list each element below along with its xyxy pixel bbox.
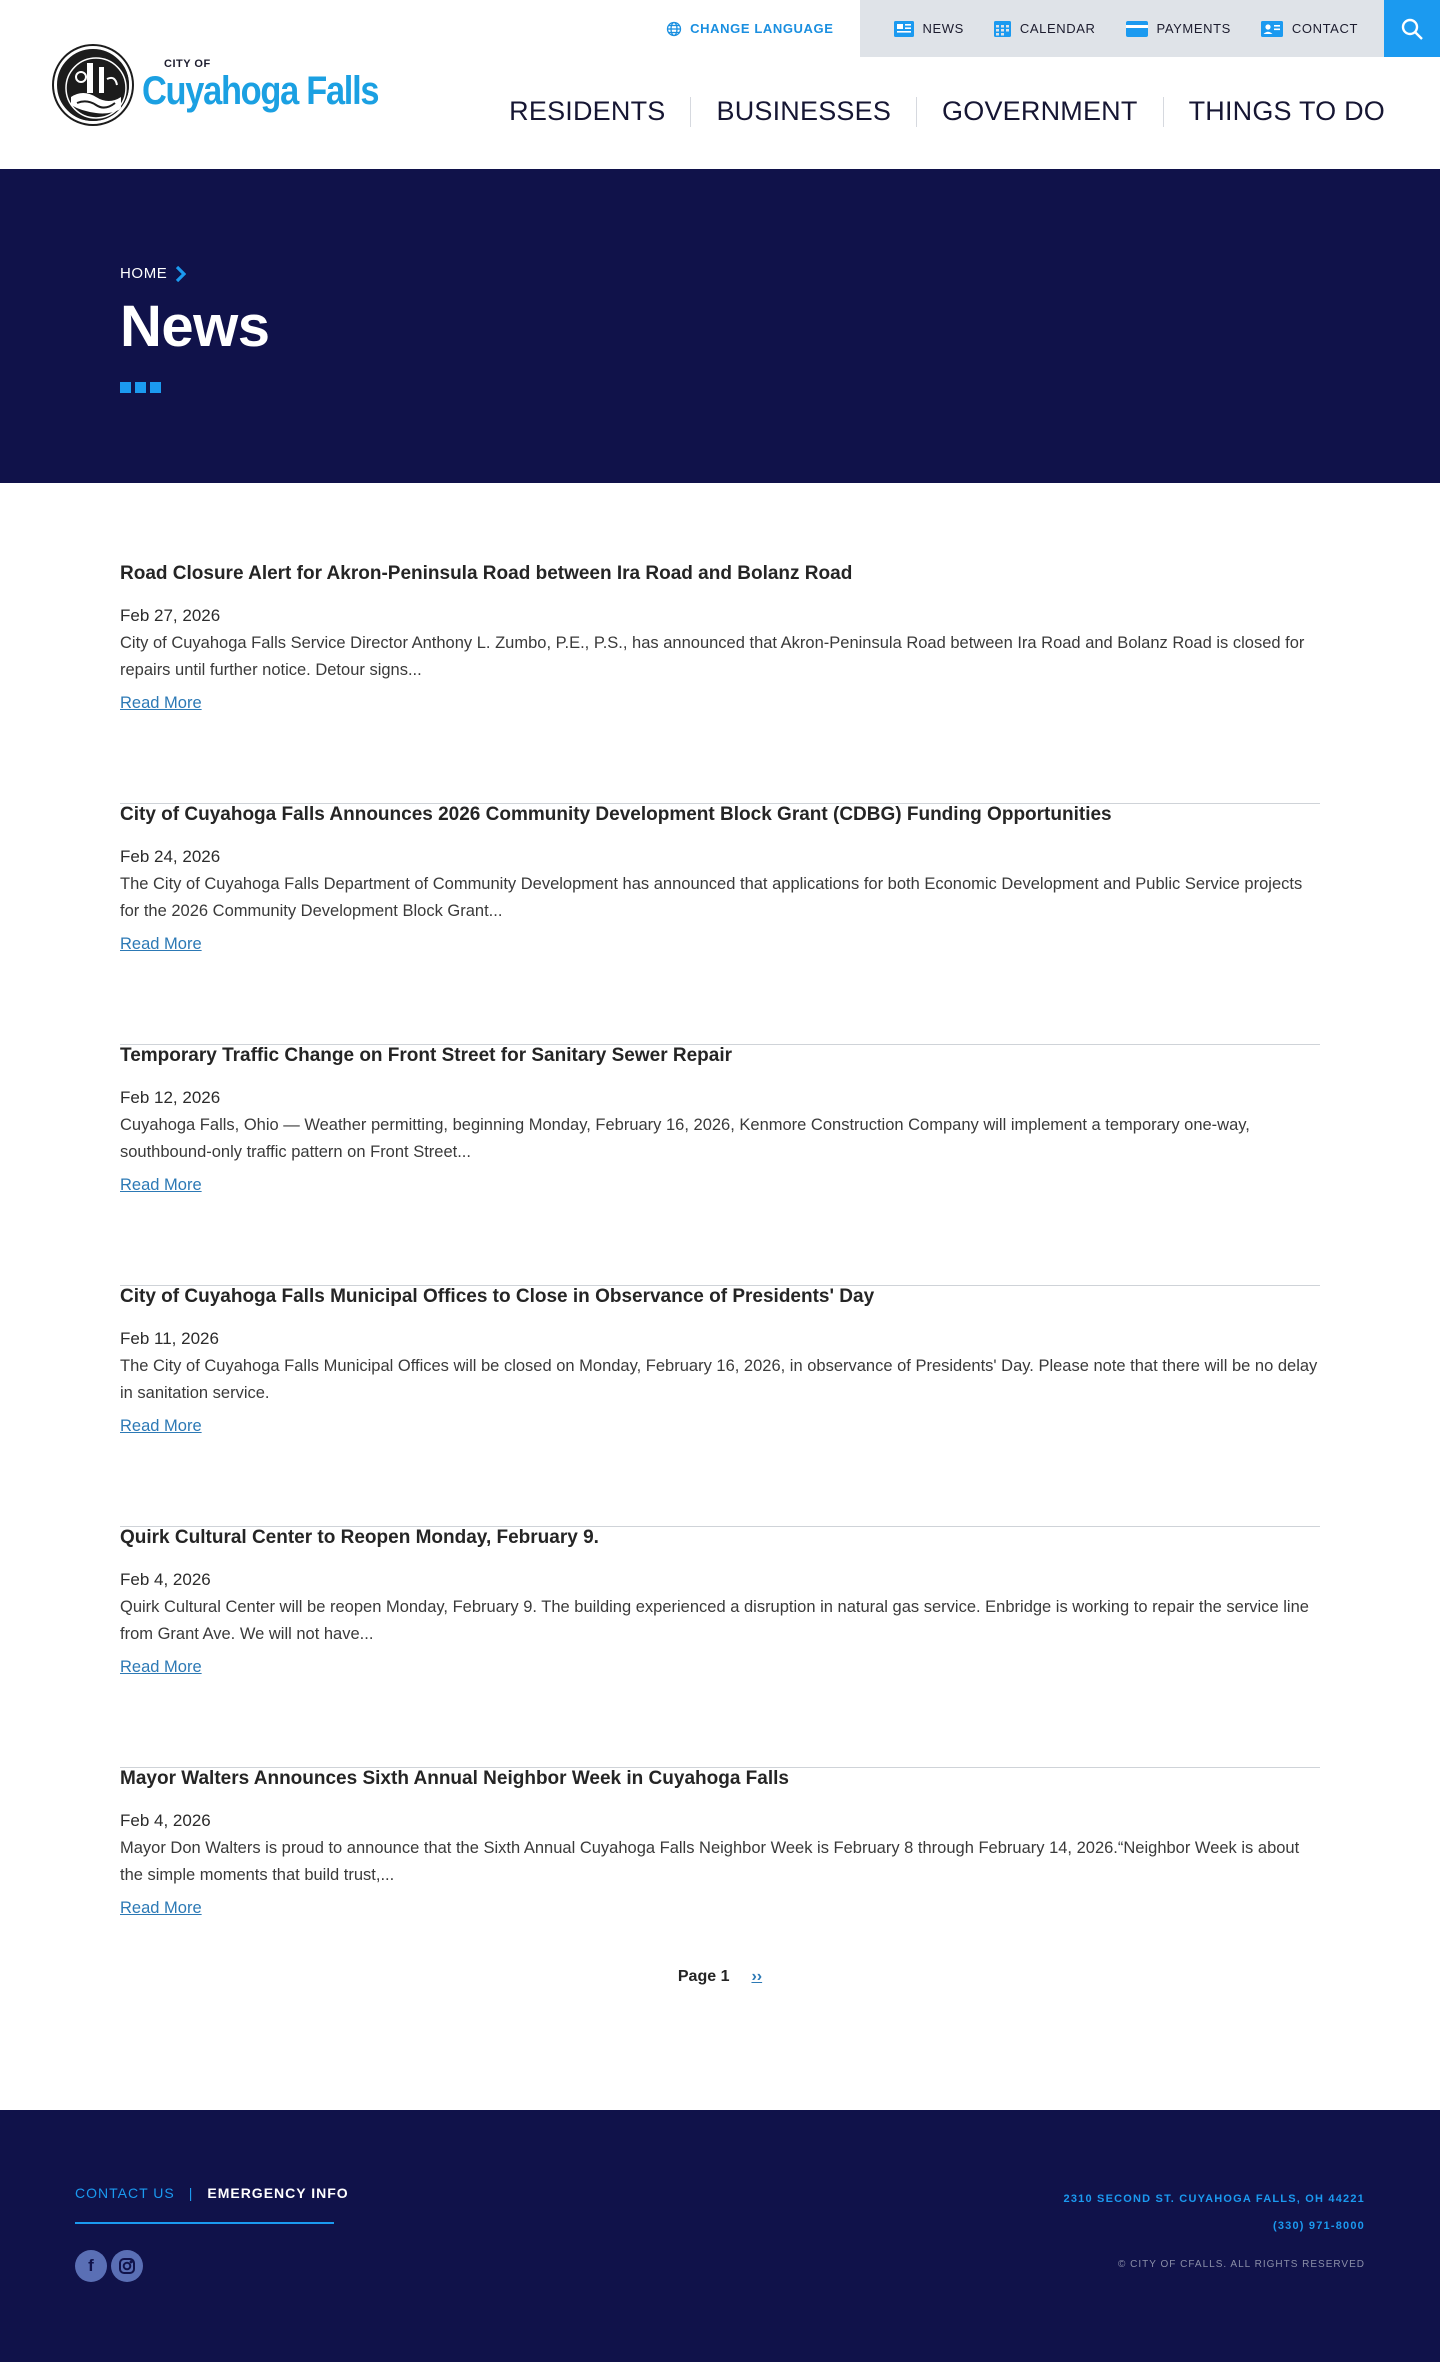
news-item — [120, 1527, 1320, 1768]
instagram-icon[interactable] — [111, 2250, 143, 2282]
social-links — [75, 2250, 143, 2282]
read-more-link[interactable]: Read More — [120, 1417, 202, 1435]
news-item-title[interactable]: City of Cuyahoga Falls Municipal Offices to Close in Observance of Presidents' Day — [120, 1286, 875, 1307]
news-item-summary: The City of Cuyahoga Falls Municipal Offices will be closed on Monday, February 16, 2026, in observance of Presidents' Day. Please note that there will be no delay in sanitation service. — [120, 1357, 1318, 1402]
footer-emergency-link[interactable]: EMERGENCY INFO — [207, 2185, 349, 2201]
news-item — [120, 804, 1320, 1045]
footer-address[interactable]: 2310 SECOND ST. CUYAHOGA FALLS, OH 44221 — [1063, 2193, 1365, 2205]
calendar-icon — [994, 20, 1011, 37]
news-item-summary: Cuyahoga Falls, Ohio — Weather permitting, beginning Monday, February 16, 2026, Kenmore Construction Company will implement a temporary one-way, southbound-only traffic pattern on Front Street... — [120, 1116, 1250, 1161]
site-footer — [0, 2110, 1440, 2362]
nav-residents[interactable]: RESIDENTS — [509, 96, 666, 126]
change-language-label: CHANGE LANGUAGE — [690, 21, 834, 36]
news-item — [120, 563, 1320, 804]
footer-contact-link[interactable]: CONTACT US — [75, 2185, 175, 2201]
city-seal-icon — [54, 46, 132, 124]
chevron-right-icon — [175, 266, 186, 282]
read-more-link[interactable]: Read More — [120, 1899, 202, 1917]
news-item-date: Feb 4, 2026 — [120, 1570, 211, 1589]
utility-calendar-label: CALENDAR — [1019, 21, 1096, 36]
utility-news-label: NEWS — [922, 21, 964, 36]
news-item — [120, 1286, 1320, 1527]
credit-card-icon — [1126, 21, 1148, 37]
utility-news-link[interactable] — [894, 21, 964, 37]
read-more-link[interactable]: Read More — [120, 935, 202, 953]
nav-things-to-do[interactable]: THINGS TO DO — [1188, 96, 1385, 126]
change-language-link[interactable] — [640, 0, 859, 57]
news-item-date: Feb 11, 2026 — [120, 1329, 219, 1348]
search-icon — [1400, 17, 1424, 41]
news-item-date: Feb 27, 2026 — [120, 606, 221, 625]
news-item-summary: Mayor Don Walters is proud to announce that the Sixth Annual Cuyahoga Falls Neighbor Week is February 8 through February 14, 2026.“Neighbor Week is about the simple moments that build trust,... — [120, 1839, 1300, 1884]
utility-bar — [640, 0, 1440, 57]
footer-links-underline — [75, 2222, 334, 2224]
next-page-link[interactable]: ›› — [751, 1968, 763, 1985]
utility-payments-link[interactable] — [1126, 21, 1231, 37]
utility-payments-label: PAYMENTS — [1156, 21, 1231, 36]
news-list — [120, 483, 1320, 2009]
logo-city-name: Cuyahoga Falls — [142, 69, 379, 113]
news-icon — [894, 21, 914, 37]
facebook-icon[interactable]: f — [75, 2250, 107, 2282]
site-logo[interactable] — [54, 46, 417, 124]
read-more-link[interactable]: Read More — [120, 1658, 202, 1676]
utility-calendar-link[interactable] — [994, 20, 1096, 37]
nav-businesses[interactable]: BUSINESSES — [716, 96, 892, 126]
news-item-date: Feb 24, 2026 — [120, 847, 221, 866]
current-page-label: Page 1 — [677, 1968, 730, 1985]
news-item-summary: City of Cuyahoga Falls Service Director Anthony L. Zumbo, P.E., P.S., has announced that Akron-Peninsula Road between Ira Road and Bolanz Road is closed for repairs until further notice. Detour signs... — [120, 634, 1305, 679]
site-header — [0, 0, 1440, 169]
footer-contact-info — [1064, 2186, 1366, 2270]
read-more-link[interactable]: Read More — [120, 694, 202, 712]
news-item-date: Feb 12, 2026 — [120, 1088, 221, 1107]
news-item-title[interactable]: Temporary Traffic Change on Front Street for Sanitary Sewer Repair — [120, 1045, 733, 1066]
page-hero — [0, 169, 1440, 483]
news-item — [120, 1045, 1320, 1286]
news-item-title[interactable]: City of Cuyahoga Falls Announces 2026 Community Development Block Grant (CDBG) Funding Opportunities — [120, 804, 1112, 825]
breadcrumb-home-link[interactable]: HOME — [120, 265, 168, 282]
footer-links — [75, 2185, 349, 2201]
news-item-summary: Quirk Cultural Center will be reopen Monday, February 9. The building experienced a disruption in natural gas service. Enbridge is working to repair the service line from Grant Ave. We will not have... — [120, 1598, 1309, 1643]
news-item-summary: The City of Cuyahoga Falls Department of Community Development has announced that applications for both Economic Development and Public Service projects for the 2026 Community Development Block Grant... — [120, 875, 1303, 920]
news-item-title[interactable]: Mayor Walters Announces Sixth Annual Neighbor Week in Cuyahoga Falls — [120, 1768, 789, 1789]
utility-contact-label: CONTACT — [1291, 21, 1358, 36]
utility-contact-link[interactable] — [1261, 21, 1358, 37]
news-item-date: Feb 4, 2026 — [120, 1811, 211, 1830]
news-item-title[interactable]: Road Closure Alert for Akron-Peninsula Road between Ira Road and Bolanz Road — [120, 563, 853, 584]
breadcrumb — [120, 265, 186, 282]
footer-copyright: © CITY OF CFALLS. ALL RIGHTS RESERVED — [1117, 2259, 1365, 2270]
read-more-link[interactable]: Read More — [120, 1176, 202, 1194]
search-button[interactable] — [1384, 0, 1440, 57]
title-accent-dots — [120, 382, 161, 393]
logo-city-of: CITY OF — [164, 58, 211, 70]
utility-links — [860, 0, 1384, 57]
nav-government[interactable]: GOVERNMENT — [942, 96, 1138, 126]
globe-icon — [666, 21, 682, 37]
contact-card-icon — [1261, 21, 1283, 37]
footer-link-separator: | — [188, 2185, 194, 2201]
pagination — [0, 1968, 1440, 1986]
main-navigation — [484, 96, 1410, 127]
page-title: News — [120, 294, 270, 359]
news-item-title[interactable]: Quirk Cultural Center to Reopen Monday, February 9. — [120, 1527, 599, 1548]
footer-phone[interactable]: (330) 971-8000 — [1272, 2220, 1365, 2232]
